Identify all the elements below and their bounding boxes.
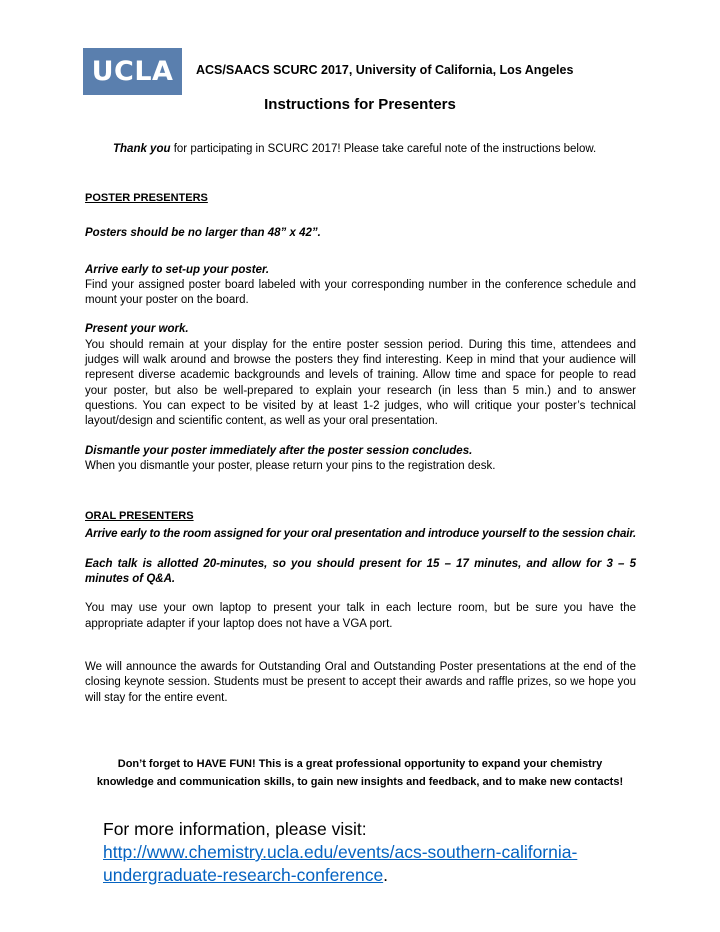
poster-heading: POSTER PRESENTERS [85, 192, 208, 204]
have-fun-note [80, 755, 640, 791]
have-fun-line-2: knowledge and communication skills, to gain new insights and feedback, and to make new contacts! [96, 776, 624, 788]
oral-arrive: Arrive early to the room assigned for your oral presentation and introduce yourself to the session chair. [85, 528, 637, 541]
logo-text: UCLA [91, 56, 174, 87]
setup-heading: Arrive early to set-up your poster. [85, 263, 270, 276]
have-fun-line-1: Don’t forget to HAVE FUN! This is a great professional opportunity to expand your chemistry [117, 758, 603, 770]
dismantle-heading: Dismantle your poster immediately after the poster session concludes. [85, 444, 473, 457]
more-info [103, 818, 663, 887]
more-info-end: . [383, 865, 389, 885]
ucla-logo [83, 48, 182, 95]
present-heading: Present your work. [85, 323, 189, 336]
thanks-rest: for participating in SCURC 2017! Please take careful note of the instructions below. [170, 143, 597, 155]
oral-laptop: You may use your own laptop to present your talk in each lecture room, but be sure you have the appropriate adapter if your laptop does not have a VGA port. [85, 602, 636, 630]
more-info-link[interactable]: http://www.chemistry.ucla.edu/events/acs-southern-california-undergraduate-research-conference [103, 842, 578, 885]
thanks-line [113, 143, 596, 155]
conference-title: ACS/SAACS SCURC 2017, University of California, Los Angeles [196, 63, 574, 77]
oral-heading: ORAL PRESENTERS [85, 510, 194, 523]
poster-size-note: Posters should be no larger than 48” x 42”. [85, 227, 321, 240]
awards-text: We will announce the awards for Outstanding Oral and Outstanding Poster presentations at the end of the closing keynote session. Students must be present to accept their awards and raffle prizes, so we hope you will stay for the entire event. [85, 660, 636, 704]
dismantle-text: When you dismantle your poster, please return your pins to the registration desk. [85, 459, 496, 472]
instructions-body [85, 191, 636, 706]
thanks-lead: Thank you [113, 143, 171, 155]
present-text: You should remain at your display for the entire poster session period. During this time, attendees and judges will walk around and browse the posters they find interesting. Keep in mind that your audience will represent diverse academic backgrounds and levels of training. Allow time and space for people to read your poster, but also be well-prepared to explain your research (in less than 5 min.) and to answer questions. You can expect to be visited by at least 1-2 judges, who will critique your poster’s technical layout/design and scientific content, as well as your oral presentation. [85, 338, 636, 428]
setup-text: Find your assigned poster board labeled with your corresponding number in the conference schedule and mount your poster on the board. [85, 278, 636, 307]
oral-allotted: Each talk is allotted 20-minutes, so you should present for 15 – 17 minutes, and allow for 3 – 5 minutes of Q&A. [85, 557, 636, 586]
more-info-label: For more information, please visit: [103, 819, 367, 839]
page-title: Instructions for Presenters [264, 96, 456, 113]
